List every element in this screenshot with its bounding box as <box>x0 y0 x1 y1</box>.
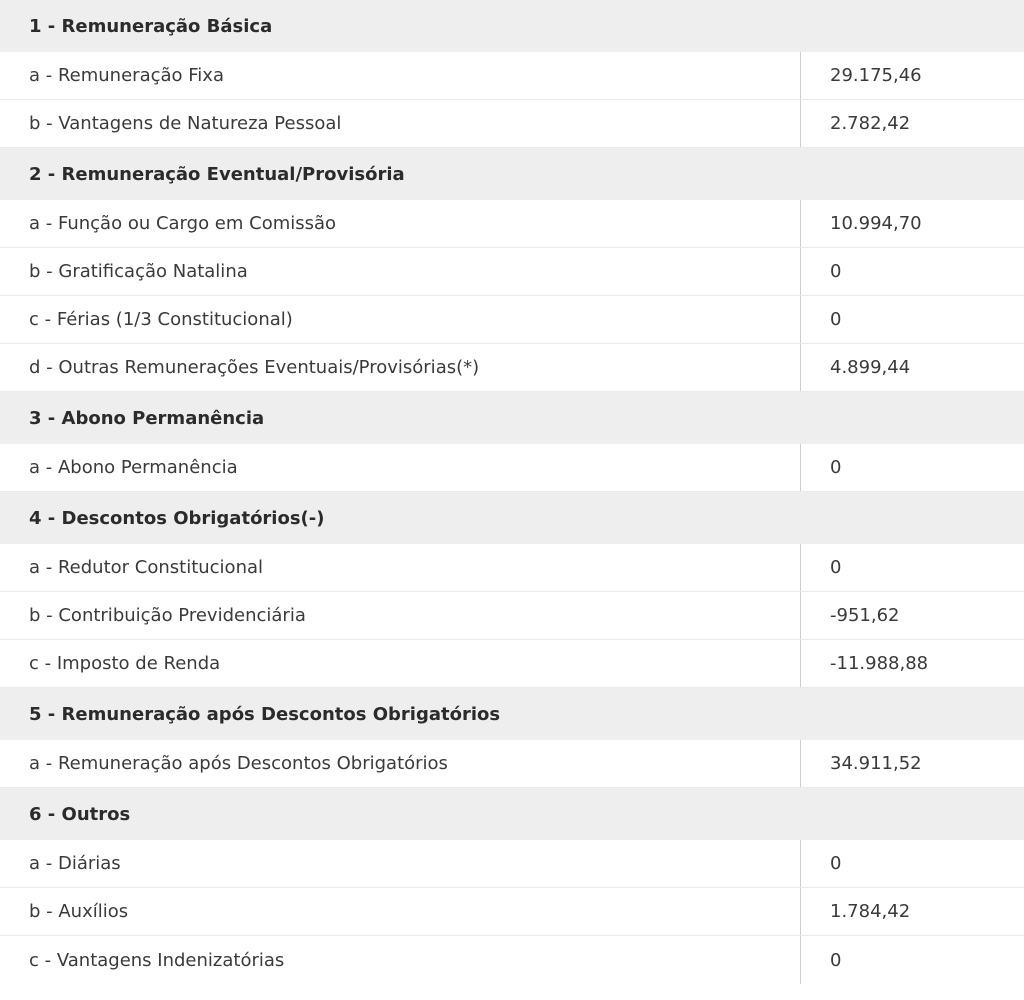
row-label: c - Vantagens Indenizatórias <box>29 949 285 971</box>
row-label: c - Férias (1/3 Constitucional) <box>29 309 293 330</box>
row-value: 0 <box>800 296 1024 343</box>
table-row <box>0 52 1024 100</box>
table-row <box>0 544 1024 592</box>
table-row <box>0 740 1024 788</box>
table-row <box>0 296 1024 344</box>
table-row <box>0 248 1024 296</box>
row-label: b - Contribuição Previdenciária <box>29 605 306 626</box>
row-value: 0 <box>800 840 1024 887</box>
row-value: 2.782,42 <box>800 100 1024 147</box>
row-value: 0 <box>800 936 1024 984</box>
row-value: 29.175,46 <box>800 52 1024 99</box>
row-label: a - Redutor Constitucional <box>29 557 264 578</box>
row-value: -951,62 <box>800 592 1024 639</box>
row-value: 1.784,42 <box>800 888 1024 935</box>
table-row <box>0 444 1024 492</box>
section-header: 6 - Outros <box>0 788 1024 840</box>
section-header: 4 - Descontos Obrigatórios(-) <box>0 492 1024 544</box>
row-value: 0 <box>800 444 1024 491</box>
row-label: b - Auxílios <box>29 901 129 922</box>
table-row <box>0 888 1024 936</box>
table-row <box>0 936 1024 984</box>
row-label: a - Função ou Cargo em Comissão <box>29 213 337 234</box>
row-value: 34.911,52 <box>800 740 1024 787</box>
table-row <box>0 592 1024 640</box>
row-value: 0 <box>800 544 1024 591</box>
row-value: -11.988,88 <box>800 640 1024 687</box>
row-value: 0 <box>800 248 1024 295</box>
table-row <box>0 200 1024 248</box>
table-row <box>0 100 1024 148</box>
row-label: b - Vantagens de Natureza Pessoal <box>29 113 342 134</box>
table-row <box>0 640 1024 688</box>
row-label: a - Remuneração Fixa <box>29 65 224 86</box>
row-value: 10.994,70 <box>800 200 1024 247</box>
table-row <box>0 344 1024 392</box>
row-value: 4.899,44 <box>800 344 1024 391</box>
row-label: c - Imposto de Renda <box>29 653 221 674</box>
section-header: 2 - Remuneração Eventual/Provisória <box>0 148 1024 200</box>
row-label: a - Abono Permanência <box>29 457 238 478</box>
row-label: b - Gratificação Natalina <box>29 261 248 282</box>
section-header: 5 - Remuneração após Descontos Obrigatórios <box>0 688 1024 740</box>
section-header: 3 - Abono Permanência <box>0 392 1024 444</box>
table-row <box>0 840 1024 888</box>
row-label: a - Diárias <box>29 853 121 874</box>
row-label: d - Outras Remunerações Eventuais/Provisórias(*) <box>29 357 480 378</box>
row-label: a - Remuneração após Descontos Obrigatórios <box>29 753 448 774</box>
section-header: 1 - Remuneração Básica <box>0 0 1024 52</box>
